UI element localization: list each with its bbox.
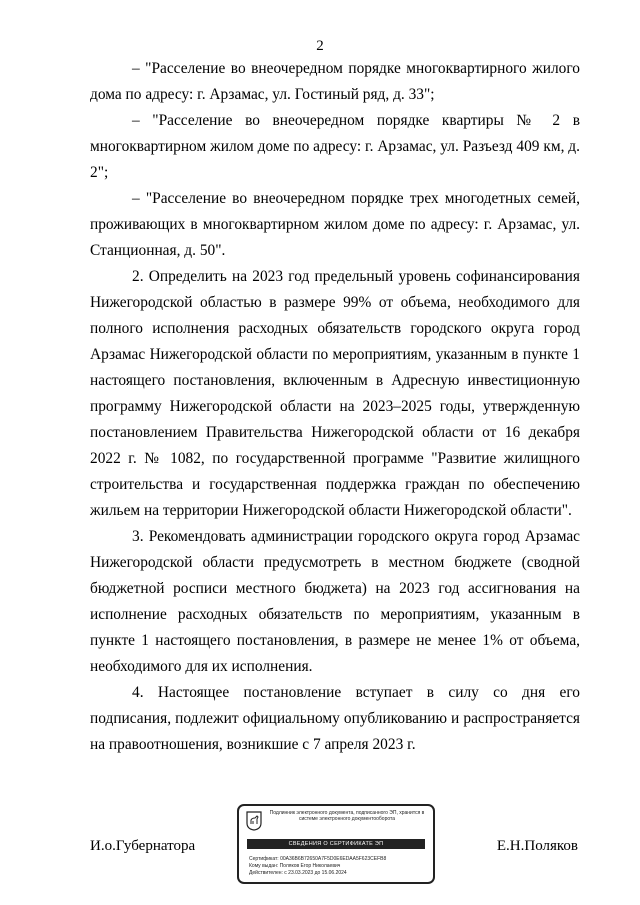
certificate-validity: Действителен: с 23.03.2023 до 15.06.2024 bbox=[249, 870, 347, 876]
page-number: 2 bbox=[316, 38, 324, 54]
paragraph: 2. Определить на 2023 год предельный уровень софинансирования Нижегородской областью в размере 99% от объема, необходимого для полного исполнения расходных обязательств городского округа город Арзамас Нижегородской области по мероприятиям, указанным в пункте 1 настоящего постановления, включенным в Адресную инвестиционную программу Нижегородской области на 2023–2025 годы, утвержденную постановлением Правительства Нижегородской области от 16 декабря 2022 г. № 1082, по государственной программе "Развитие жилищного строительства и государственная поддержка граждан по обеспечению жильем на территории Нижегородской области Нижегородской области". bbox=[90, 268, 580, 519]
stamp-details bbox=[249, 856, 386, 877]
digital-signature-stamp bbox=[237, 804, 435, 884]
certificate-number: Сертификат: 00A36B6B72650A7F5D0E6EDAA5F623CEFB8 bbox=[249, 856, 387, 862]
stamp-band: СВЕДЕНИЯ О СЕРТИФИКАТЕ ЭП bbox=[247, 839, 425, 849]
paragraph: – "Расселение во внеочередном порядке многоквартирного жилого дома по адресу: г. Арзамас, ул. Гостиный ряд, д. 33"; bbox=[90, 60, 580, 103]
paragraph: – "Расселение во внеочередном порядке трех многодетных семей, проживающих в многоквартирном жилом доме по адресу: г. Арзамас, ул. Станционная, д. 50". bbox=[90, 190, 580, 259]
paragraph: 3. Рекомендовать администрации городского округа город Арзамас Нижегородской области предусмотреть в местном бюджете (сводной бюджетной росписи местного бюджета) на 2023 год ассигнования на исполнение расходных обязательств по мероприятиям, указанным в пункте 1 настоящего постановления, в размере не менее 1% от объема, необходимого для их исполнения. bbox=[90, 528, 580, 675]
signatory-name: Е.Н.Поляков bbox=[496, 838, 578, 854]
nizhny-novgorod-deer-emblem-icon bbox=[246, 811, 262, 831]
paragraph: 4. Настоящее постановление вступает в силу со дня его подписания, подлежит официальному опубликованию и распространяется на правоотношения, возникшие с 7 апреля 2023 г. bbox=[90, 684, 580, 753]
certificate-owner: Кому выдан: Поляков Егор Николаевич bbox=[249, 863, 341, 869]
document-body bbox=[90, 56, 580, 758]
stamp-header: Подлинник электронного документа, подписанного ЭП, хранится в системе электронного документооборота bbox=[269, 810, 425, 822]
signatory-position: И.о.Губернатора bbox=[90, 838, 196, 854]
paragraph: – "Расселение во внеочередном порядке квартиры № 2 в многоквартирном жилом доме по адресу: г. Арзамас, ул. Разъезд 409 км, д. 2"; bbox=[90, 112, 580, 181]
